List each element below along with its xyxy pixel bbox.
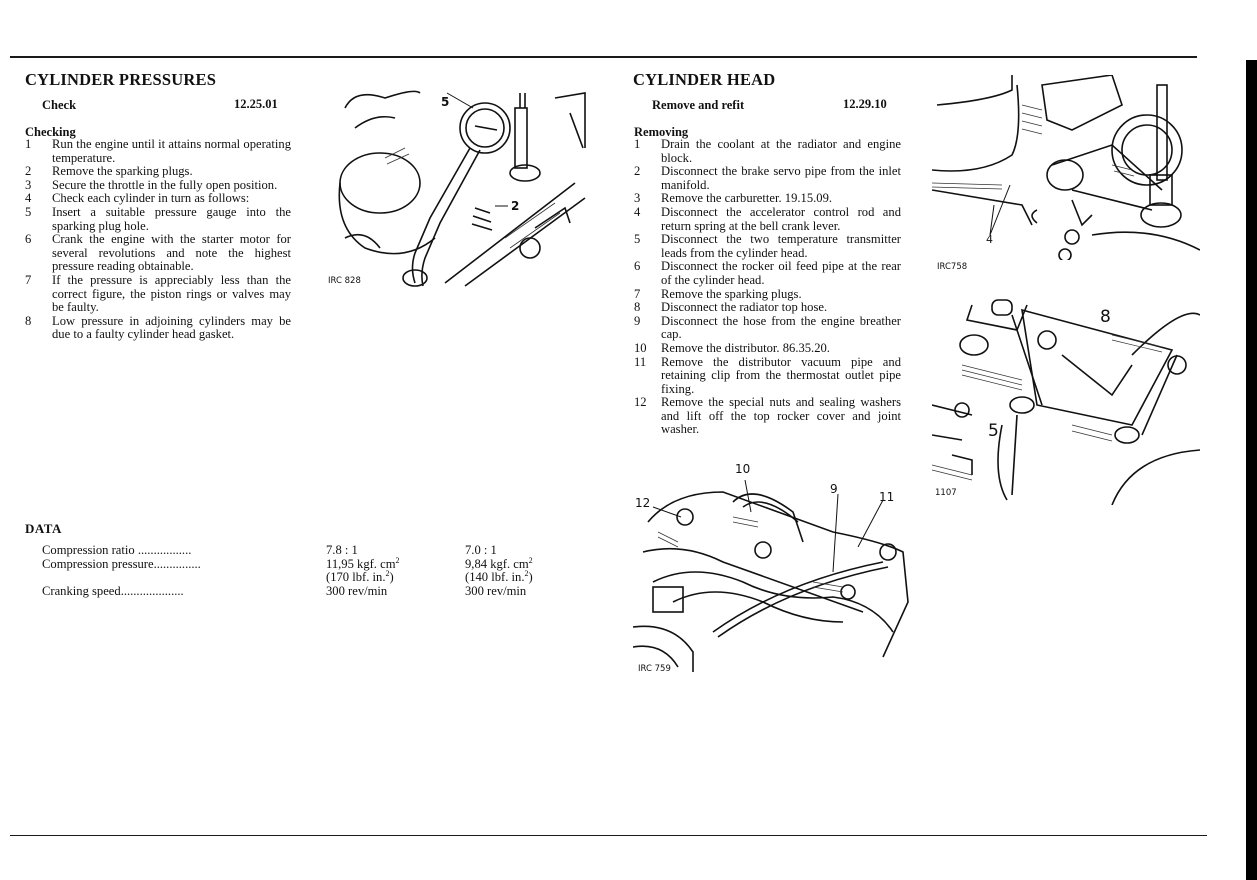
operation-name: Check xyxy=(42,98,77,112)
step-text: Remove the distributor. 86.35.20. xyxy=(661,340,830,355)
data-label: Cranking speed.................... xyxy=(42,584,184,598)
callout-12: 12 xyxy=(635,496,651,510)
procedure-step xyxy=(25,192,291,206)
data-value-1: (170 lbf. in.$^2$) xyxy=(326,569,394,585)
step-text: Insert a suitable pressure gauge into the sparking plug hole. xyxy=(52,204,291,233)
data-label: Compression pressure............... xyxy=(42,557,201,571)
step-text: Remove the distributor vacuum pipe and retaining clip from the thermostat outlet pipe fixing. xyxy=(661,354,901,396)
step-text: Disconnect the two temperature transmitter leads from the cylinder head. xyxy=(661,232,901,260)
procedure-steps-list xyxy=(25,138,291,342)
procedure-step xyxy=(25,233,291,274)
step-number: 5 xyxy=(634,232,641,247)
step-number: 1 xyxy=(25,137,32,151)
step-number: 7 xyxy=(634,286,641,301)
data-value-2: 7.0 : 1 xyxy=(465,543,497,557)
procedure-step xyxy=(634,342,901,356)
step-number: 6 xyxy=(634,259,641,274)
step-number: 1 xyxy=(634,137,641,151)
data-value-2: 300 rev/min xyxy=(465,583,527,598)
pressure-gauge-illustration xyxy=(325,88,590,293)
data-value-2: 9,84 kgf. $cm^2$ xyxy=(465,555,533,571)
step-number: 4 xyxy=(634,204,641,219)
data-value-1: 11,95 kgf. $cm^2$ xyxy=(326,555,400,571)
figure-label: IRC 759 xyxy=(638,664,671,674)
step-number: 3 xyxy=(634,191,641,206)
step-text: Remove the sparking plugs. xyxy=(661,286,802,301)
callout-4: 4 xyxy=(986,233,993,246)
data-value-2: (140 lbf. in.$^2$) xyxy=(465,569,533,585)
step-number: 10 xyxy=(634,340,647,355)
step-text: Remove the sparking plugs. xyxy=(52,164,193,179)
procedure-step xyxy=(634,288,901,302)
operation-code: 12.25.01 xyxy=(234,97,278,111)
rocker-cover-illustration xyxy=(633,462,913,672)
callout-2: 2 xyxy=(511,199,520,213)
step-number: 2 xyxy=(634,164,641,179)
figure-label: IRC 828 xyxy=(328,276,361,286)
data-label xyxy=(42,571,326,585)
procedure-step xyxy=(634,301,901,315)
step-number: 8 xyxy=(25,313,32,328)
procedure-step xyxy=(634,192,901,206)
data-row-compression-ratio xyxy=(42,544,585,558)
data-value-1: 7.8 : 1 xyxy=(326,543,358,557)
data-table xyxy=(42,544,585,598)
figure-bell-crank xyxy=(932,75,1200,272)
callout-5: 5 xyxy=(988,421,999,441)
callout-10: 10 xyxy=(735,462,751,476)
step-number: 7 xyxy=(25,272,32,287)
data-title: DATA xyxy=(25,521,62,536)
procedure-step xyxy=(25,274,291,315)
step-number: 3 xyxy=(25,177,32,192)
step-text: Disconnect the brake servo pipe from the inlet manifold. xyxy=(661,164,901,192)
procedure-step xyxy=(634,206,901,233)
step-number: 5 xyxy=(25,204,32,219)
procedure-steps-list xyxy=(634,138,901,437)
operation-code: 12.29.10 xyxy=(843,97,887,111)
step-number: 6 xyxy=(25,232,32,247)
step-text: Disconnect the hose from the engine breather cap. xyxy=(661,313,901,342)
step-text: Disconnect the accelerator control rod and return spring at the bell crank lever. xyxy=(661,204,901,233)
step-text: Disconnect the radiator top hose. xyxy=(661,300,828,315)
figure-label: 1107 xyxy=(935,488,957,498)
step-text: Remove the special nuts and sealing washers and lift off the top rocker cover and joint washer. xyxy=(661,395,901,437)
step-text: Drain the coolant at the radiator and engine block. xyxy=(661,137,901,165)
step-text: Run the engine until it attains normal operating temperature. xyxy=(52,137,291,165)
step-number: 11 xyxy=(634,354,647,369)
procedure-step xyxy=(25,179,291,193)
procedure-step xyxy=(25,206,291,233)
step-text: Low pressure in adjoining cylinders may be due to a faulty cylinder head gasket. xyxy=(52,313,291,342)
procedure-step xyxy=(634,315,901,342)
figure-rocker-bracket xyxy=(932,295,1200,505)
step-number: 4 xyxy=(25,191,32,206)
procedure-heading: Removing xyxy=(634,125,689,139)
data-label: Compression ratio ................. xyxy=(42,544,192,557)
operation-name: Remove and refit xyxy=(652,98,745,112)
procedure-heading: Checking xyxy=(25,125,76,139)
data-row-compression-pressure-imperial xyxy=(42,571,585,585)
procedure-step xyxy=(634,233,901,260)
procedure-step xyxy=(634,356,901,397)
step-number: 2 xyxy=(25,164,32,179)
bottom-rule xyxy=(10,835,1207,836)
step-number: 9 xyxy=(634,313,641,328)
callout-5: 5 xyxy=(441,95,450,109)
figure-pressure-gauge xyxy=(325,88,590,293)
callout-8: 8 xyxy=(1100,307,1111,327)
procedure-step xyxy=(634,396,901,437)
step-number: 8 xyxy=(634,300,641,315)
figure-rocker-cover xyxy=(633,462,913,672)
procedure-step xyxy=(25,138,291,165)
step-text: Crank the engine with the starter motor for several revolutions and note the highest pressure reading obtainable. xyxy=(52,232,291,274)
callout-9: 9 xyxy=(830,482,838,496)
step-text: If the pressure is appreciably less than the correct figure, the piston rings or valves may be faulty. xyxy=(52,272,291,315)
section-title-cylinder-head: CYLINDER HEAD xyxy=(633,70,776,89)
procedure-step xyxy=(634,165,901,192)
step-number: 12 xyxy=(634,395,647,410)
figure-label: IRC758 xyxy=(937,262,968,272)
callout-11: 11 xyxy=(879,490,895,504)
page-edge-shadow xyxy=(1246,60,1257,880)
procedure-step xyxy=(634,260,901,287)
bell-crank-illustration xyxy=(932,75,1200,260)
data-value-1: 300 rev/min xyxy=(326,583,388,598)
procedure-step xyxy=(25,165,291,179)
rocker-bracket-illustration xyxy=(932,295,1200,505)
top-rule xyxy=(10,56,1197,58)
section-title-cylinder-pressures: CYLINDER PRESSURES xyxy=(25,70,217,89)
procedure-step xyxy=(25,315,291,342)
procedure-step xyxy=(634,138,901,165)
step-text: Remove the carburetter. 19.15.09. xyxy=(661,191,833,206)
data-row-cranking-speed xyxy=(42,585,585,599)
step-text: Disconnect the rocker oil feed pipe at the rear of the cylinder head. xyxy=(661,259,901,287)
step-text: Secure the throttle in the fully open position. xyxy=(52,177,278,192)
step-text: Check each cylinder in turn as follows: xyxy=(52,191,250,206)
